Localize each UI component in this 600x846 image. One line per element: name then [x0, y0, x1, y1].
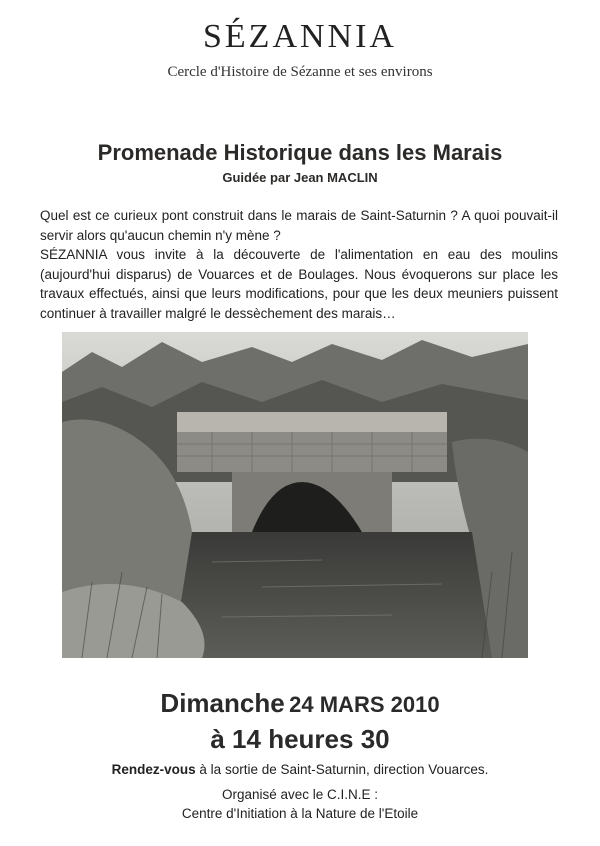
event-description — [40, 206, 558, 324]
bridge-photo-illustration — [62, 332, 528, 658]
description-paragraph-1: Quel est ce curieux pont construit dans le marais de Saint-Saturnin ? A quoi pouvait-il servir alors qu'aucun chemin n'y mène ? — [40, 208, 558, 243]
event-date-value: 24 MARS 2010 — [289, 692, 440, 717]
meeting-label: Rendez-vous — [111, 762, 196, 777]
organizer-line-1: Organisé avec le C.I.N.E : — [221, 787, 379, 802]
brand-title: SÉZANNIA — [203, 18, 397, 55]
event-date — [0, 688, 600, 719]
meeting-point — [0, 762, 600, 777]
meeting-text: à la sortie de Saint-Saturnin, direction Vouarces. — [195, 762, 489, 777]
organizer-line-2: Centre d'Initiation à la Nature de l'Etoile — [181, 806, 419, 821]
organizer — [0, 785, 600, 823]
event-guide: Guidée par Jean MACLIN — [222, 170, 378, 185]
brand-subtitle: Cercle d'Histoire de Sézanne et ses environs — [167, 64, 433, 80]
bridge-photo — [62, 332, 528, 658]
description-paragraph-2: SÉZANNIA vous invite à la découverte de l'alimentation en eau des moulins (aujourd'hui disparus) de Vouarces et de Boulages. Nous évoquerons sur place les travaux effectués, ainsi que leurs modifications, pour que les deux meuniers puissent continuer à travailler malgré le dessèchement des marais… — [40, 247, 558, 321]
event-day: Dimanche — [160, 688, 285, 718]
event-title: Promenade Historique dans les Marais — [97, 140, 503, 165]
event-time: à 14 heures 30 — [210, 724, 390, 754]
